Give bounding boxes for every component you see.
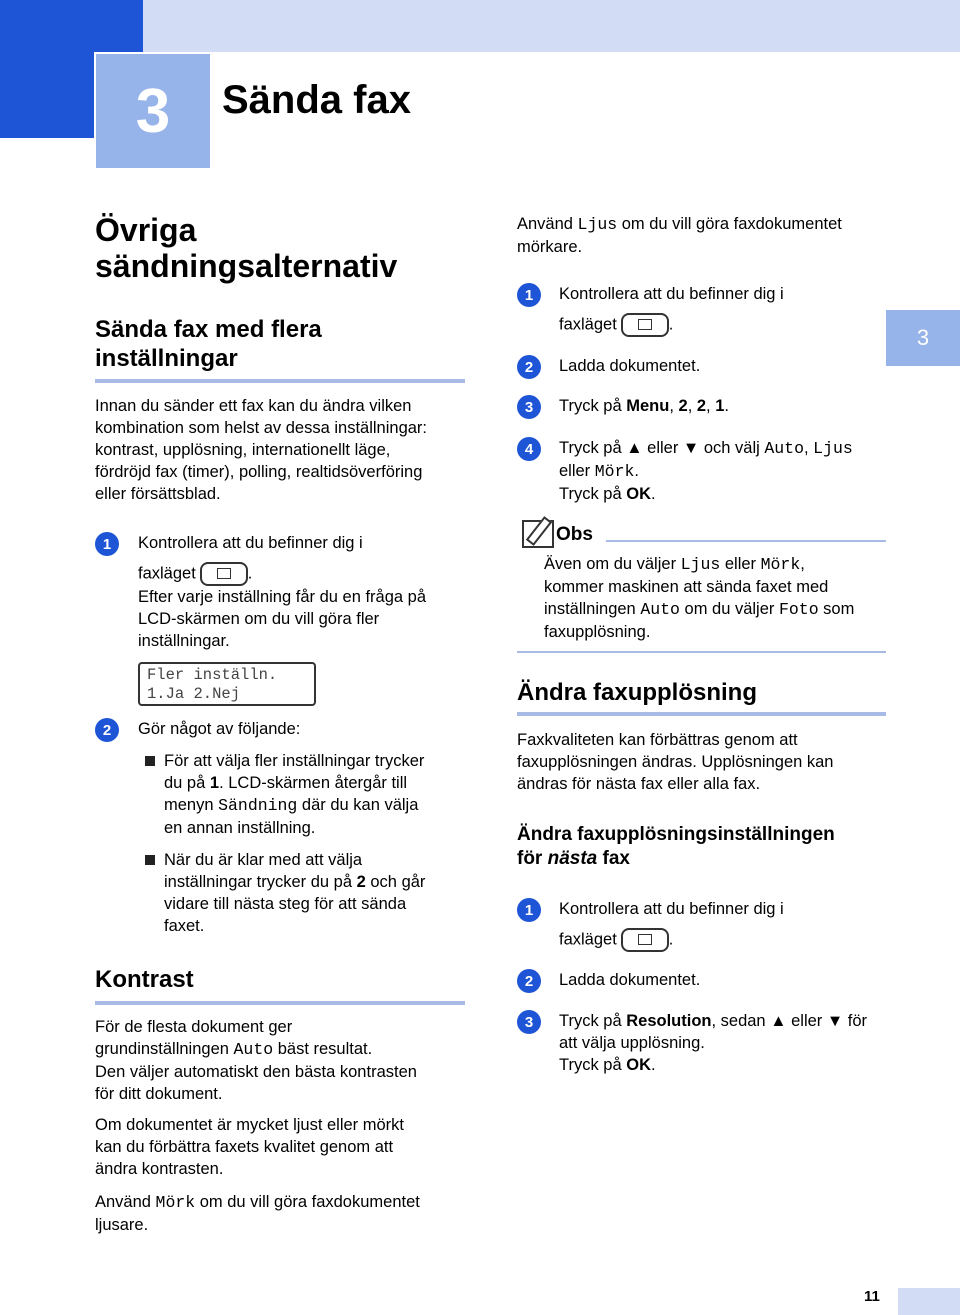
step-text: Ladda dokumentet. [559, 357, 701, 375]
chapter-side-tab: 3 [886, 310, 960, 366]
step-number: 2 [517, 969, 541, 993]
text-line: ändras för nästa fax eller alla fax. [517, 775, 761, 793]
step-text: inställningar. [138, 632, 230, 650]
text-line: mörkare. [517, 238, 583, 256]
bullet-text: 2 [356, 873, 366, 891]
note-rule [606, 540, 886, 542]
heading-line: för [517, 848, 548, 869]
step-text: . [724, 397, 729, 415]
text-line: för ditt dokument. [95, 1085, 223, 1103]
step-text: Tryck på ▲ eller ▼ och välj [559, 439, 765, 457]
text-line: Använd [517, 215, 578, 233]
text-line: Ljus [577, 215, 618, 234]
step-2 [95, 718, 475, 742]
step-text: . [247, 564, 253, 583]
text-line: eller försättsblad. [95, 485, 221, 503]
step-text: OK [626, 485, 651, 503]
lcd-line: Fler inställn. [147, 666, 278, 684]
note-text: Även om du väljer [544, 555, 681, 573]
text-line: grundinställningen [95, 1040, 234, 1058]
fax-mode-icon [200, 562, 248, 586]
step-text: Gör något av följande: [138, 720, 301, 738]
note-text: om du väljer [679, 600, 779, 618]
heading-line: inställningar [95, 345, 238, 372]
heading-line: sändningsalternativ [95, 248, 398, 284]
step-2 [517, 969, 887, 993]
step-text: faxläget [559, 930, 617, 949]
text-line: fördröjd fax (timer), polling, realtidsöverföring [95, 463, 423, 481]
note-text: , [800, 555, 805, 573]
step-number: 2 [95, 718, 119, 742]
step-number: 1 [517, 283, 541, 307]
step-3 [517, 1010, 887, 1076]
section-heading [95, 212, 465, 284]
step-number: 2 [517, 355, 541, 379]
kontrast-paragraph [95, 1016, 475, 1105]
note-text: Mörk [760, 555, 801, 574]
step-text: eller [559, 462, 595, 480]
step-text: Resolution [626, 1012, 712, 1030]
note-text: kommer maskinen att sända faxet med [544, 578, 829, 596]
step-text: Auto [764, 439, 804, 458]
step-1 [517, 898, 887, 952]
step-1 [95, 532, 475, 652]
step-text: . [650, 1056, 656, 1074]
note-text: Ljus [680, 555, 721, 574]
step-number: 3 [517, 1010, 541, 1034]
kontrast-heading [95, 965, 465, 1005]
step-text: . [668, 315, 674, 334]
footer-bar [898, 1288, 960, 1315]
step-2 [517, 355, 887, 379]
text-line: faxupplösningen ändras. Upplösningen kan [517, 753, 834, 771]
subsection-heading [95, 315, 465, 383]
bullet-item [145, 750, 475, 839]
page-number: 11 [864, 1288, 880, 1305]
step-number: 1 [517, 898, 541, 922]
note-text: Auto [640, 600, 680, 619]
bullet-item [145, 849, 475, 937]
kontrast-paragraph [95, 1114, 475, 1180]
text-line: Faxkvaliteten kan förbättras genom att [517, 731, 798, 749]
paragraph [517, 729, 897, 795]
heading-line: Sända fax med flera [95, 316, 322, 343]
text-line: Mörk [155, 1193, 196, 1212]
step-text: Tryck på [559, 397, 627, 415]
step-text: . [668, 930, 674, 949]
step-text: faxläget [559, 315, 617, 334]
note-text: Foto [778, 600, 819, 619]
bullet-text: 1 [209, 774, 220, 792]
bullet-text: menyn [164, 796, 219, 814]
text-line: Använd [95, 1193, 156, 1211]
step-text: 1 [715, 397, 725, 415]
heading-line: Ändra faxupplösningsinställningen [517, 824, 835, 845]
step-text: att välja upplösning. [559, 1034, 705, 1052]
heading-rule [517, 712, 886, 716]
fax-mode-icon [621, 313, 669, 337]
step-text: . [634, 462, 639, 480]
step-number: 4 [517, 437, 541, 461]
chapter-title: Sända fax [222, 78, 411, 122]
step-number: 3 [517, 395, 541, 419]
step-text: Kontrollera att du befinner dig i [559, 900, 784, 918]
bullet-text: inställningar trycker du på [164, 873, 357, 891]
subsection-heading [517, 678, 886, 716]
lcd-display [138, 662, 316, 706]
note-icon [522, 520, 554, 548]
text-line: Auto [233, 1040, 274, 1059]
text-line: kombination som helst av dessa inställningar: [95, 419, 428, 437]
step-4 [517, 437, 887, 505]
text-line: kontrast, upplösning, internationellt läge, [95, 441, 391, 459]
bullet-text: För att välja fler inställningar trycker [164, 752, 425, 770]
step-text: Menu [626, 397, 670, 415]
step-text: Ljus [813, 439, 853, 458]
step-text: , [706, 397, 716, 415]
note-text: eller [720, 555, 761, 573]
heading-line: Ändra faxupplösning [517, 679, 757, 706]
bullet-text: faxet. [164, 917, 205, 935]
note-body [544, 553, 894, 643]
kontrast-paragraph [95, 1191, 475, 1236]
text-line: Den väljer automatiskt den bästa kontrasten [95, 1063, 417, 1081]
note-rule [517, 651, 886, 653]
step-text: Mörk [594, 462, 635, 481]
intro-paragraph [95, 395, 475, 505]
heading-line: Kontrast [95, 966, 194, 993]
bullet-icon [145, 756, 155, 766]
bullet-text: där du kan välja [297, 796, 419, 814]
step-text: . [650, 485, 656, 503]
step-text: 2 [678, 397, 688, 415]
text-line: ljusare. [95, 1216, 149, 1234]
heading-rule [95, 379, 465, 383]
lcd-line: 1.Ja 2.Nej [147, 685, 241, 703]
step-text: faxläget [138, 564, 196, 583]
fax-mode-icon [621, 928, 669, 952]
step-number: 1 [95, 532, 119, 556]
bullet-text: och går [365, 873, 426, 891]
bullet-text: du på [164, 774, 210, 792]
text-line: Om dokumentet är mycket ljust eller mörkt [95, 1116, 405, 1134]
note-title: Obs [556, 524, 593, 545]
bullet-text: vidare till nästa steg för att sända [164, 895, 407, 913]
step-text: LCD-skärmen om du vill göra fler [138, 610, 380, 628]
heading-line: Övriga [95, 212, 197, 248]
text-line: Innan du sänder ett fax kan du ändra vilken [95, 397, 412, 415]
intro-paragraph [517, 213, 897, 258]
bullet-text: Sändning [218, 796, 298, 815]
step-text: Tryck på [559, 1012, 627, 1030]
step-text: , [803, 439, 814, 457]
step-1 [517, 283, 887, 337]
bullet-text: När du är klar med att välja [164, 851, 363, 869]
bullet-icon [145, 855, 155, 865]
step-text: , sedan ▲ eller ▼ för [711, 1012, 868, 1030]
text-line: kan du förbättra faxets kvalitet genom att [95, 1138, 394, 1156]
note-text: som [818, 600, 855, 618]
step-text: 2 [696, 397, 707, 415]
step-text: Efter varje inställning får du en fråga på [138, 588, 427, 606]
step-text: Kontrollera att du befinner dig i [138, 534, 363, 552]
step-text: Tryck på [559, 485, 627, 503]
text-line: om du vill göra faxdokumentet [195, 1193, 420, 1211]
step-text: OK [626, 1056, 651, 1074]
text-line: För de flesta dokument ger [95, 1018, 293, 1036]
text-line: bäst resultat. [273, 1040, 373, 1058]
step-text: Ladda dokumentet. [559, 971, 701, 989]
note-text: inställningen [544, 600, 641, 618]
step-3 [517, 395, 887, 419]
bullet-text: . LCD-skärmen återgår till [219, 774, 408, 792]
heading-line: fax [597, 848, 630, 869]
step-text: Kontrollera att du befinner dig i [559, 285, 784, 303]
step-text: , [687, 397, 697, 415]
note-text: faxupplösning. [544, 623, 651, 641]
text-line: ändra kontrasten. [95, 1160, 224, 1178]
header-block-light [143, 0, 960, 52]
chapter-number: 3 [94, 52, 212, 170]
step-text: Tryck på [559, 1056, 627, 1074]
bullet-text: en annan inställning. [164, 819, 316, 837]
heading-line: nästa [547, 848, 598, 869]
text-line: om du vill göra faxdokumentet [617, 215, 842, 233]
heading-rule [95, 1001, 465, 1005]
minor-heading [517, 823, 897, 871]
step-text: , [669, 397, 679, 415]
